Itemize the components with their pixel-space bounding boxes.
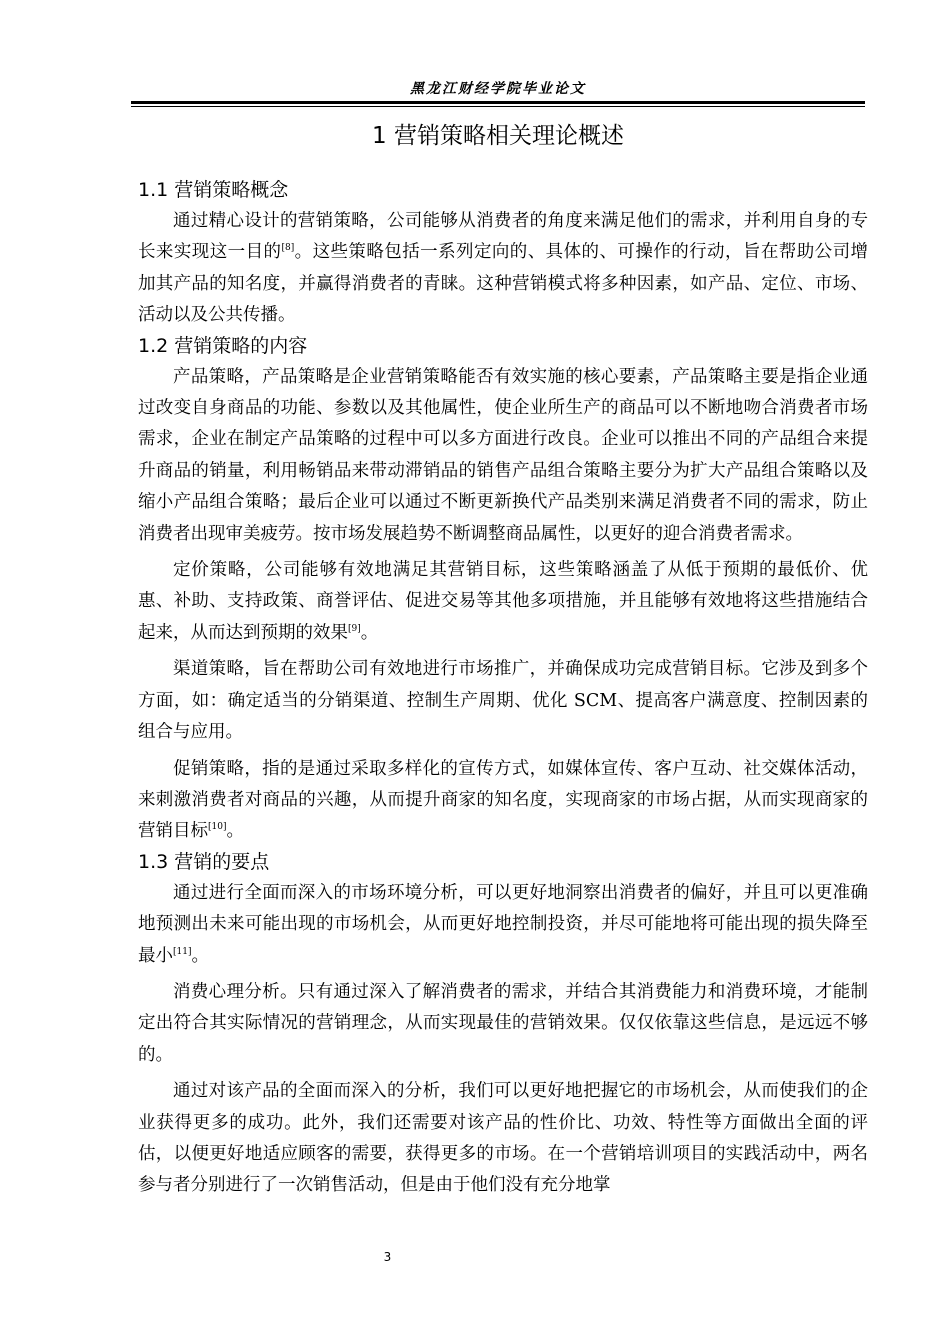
paragraph [138,362,868,550]
paragraph-text: 通过进行全面而深入的市场环境分析，可以更好地洞察出消费者的偏好，并且可以更准确地预测出未来可能出现的市场机会，从而更好地控制投资，并尽可能地将可能出现的损失降至最小 [138,882,868,966]
paragraph [138,1076,868,1202]
paragraph-text: 通过对该产品的全面而深入的分析，我们可以更好地把握它的市场机会，从而使我们的企业获得更多的成功。此外，我们还需要对该产品的性价比、功效、特性等方面做出全面的评估，以便更好地适应顾客的需要，获得更多的市场。在一个营销培训项目的实践活动中，两名参与者分别进行了一次销售活动，但是由于他们没有充分地掌 [138,1081,868,1196]
section-heading-1-3: 1.3 营销的要点 [138,850,270,873]
paragraph [138,878,868,972]
paragraph-text-cont: 。 [226,821,244,842]
paragraph-text-cont: 。这些策略包括一系列定向的、具体的、可操作的行动，旨在帮助公司增加其产品的知名度，并赢得消费者的青睐。这种营销模式将多种因素，如产品、定位、市场、活动以及公共传播。 [138,242,869,326]
paragraph [138,206,868,332]
paragraph [138,754,868,848]
paragraph-text: 定价策略，公司能够有效地满足其营销目标，这些策略涵盖了从低于预期的最低价、优惠、补助、支持政策、商誉评估、促进交易等其他多项措施，并且能够有效地将这些措施结合起来，从而达到预期的效果 [138,560,868,643]
paragraph-text-cont: 。 [191,945,209,966]
citation-ref: [11] [173,946,192,957]
header-rule-thin [131,106,865,107]
paragraph-text-cont: 。 [360,622,379,643]
paragraph-text: 促销策略，指的是通过采取多样化的宣传方式，如媒体宣传、客户互动、社交媒体活动，来刺激消费者对商品的兴趣，从而提升商家的知名度，实现商家的市场占据，从而实现商家的营销目标 [138,758,868,842]
paragraph [138,654,868,748]
citation-ref: [8] [281,243,295,254]
running-header: 黑龙江财经学院毕业论文 [410,81,586,97]
page-number: 3 [383,1250,392,1264]
header-rule-thick [131,101,865,104]
paragraph-text: 通过精心设计的营销策略，公司能够从消费者的角度来满足他们的需求，并利用自身的专长来实现这一目的 [138,211,868,263]
chapter-title: 1 营销策略相关理论概述 [372,123,624,149]
body-text [138,176,868,1202]
citation-ref: [10] [208,822,227,833]
section-heading-1-1: 1.1 营销策略概念 [138,179,289,201]
paragraph [138,977,868,1071]
citation-ref: [9] [348,624,361,635]
paragraph-text: 消费心理分析。只有通过深入了解消费者的需求，并结合其消费能力和消费环境，才能制定出符合其实际情况的营销理念，从而实现最佳的营销效果。仅仅依靠这些信息，是远远不够的。 [138,981,868,1065]
paragraph-text: 渠道策略，旨在帮助公司有效地进行市场推广，并确保成功完成营销目标。它涉及到多个方面，如：确定适当的分销渠道、控制生产周期、优化 SCM、提高客户满意度、控制因素的组合与应用。 [138,659,868,743]
paragraph-text: 产品策略，产品策略是企业营销策略能否有效实施的核心要素，产品策略主要是指企业通过改变自身商品的功能、参数以及其他属性，使企业所生产的商品可以不断地吻合消费者市场需求，企业在制定产品策略的过程中可以多方面进行改良。企业可以推出不同的产品组合来提升商品的销量，利用畅销品来带动滞销品的销售产品组合策略主要分为扩大产品组合策略以及缩小产品组合策略；最后企业可以通过不断更新换代产品类别来满足消费者不同的需求，防止消费者出现审美疲劳。按市场发展趋势不断调整商品属性，以更好的迎合消费者需求。 [138,366,868,544]
section-heading-1-2: 1.2 营销策略的内容 [138,334,308,357]
paragraph [138,555,868,649]
